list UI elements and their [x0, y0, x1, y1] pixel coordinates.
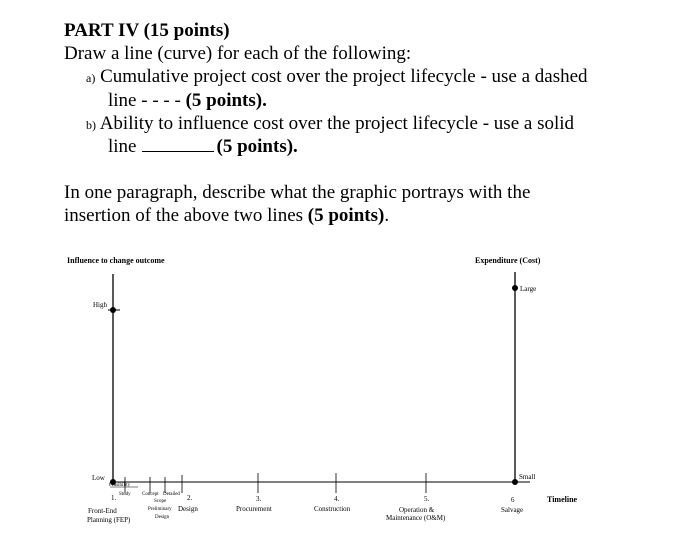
phase-detailed: Detailed [163, 492, 180, 497]
phase-1-label-2: Planning (FEP) [87, 516, 131, 524]
item-a-points: (5 points). [185, 90, 267, 111]
phase-1-number: 1. [111, 494, 117, 502]
phase-3-label: Procurement [236, 505, 272, 513]
paragraph-line-1: In one paragraph, describe what the graphic portrays with the [64, 182, 531, 203]
phase-scope: Scope [154, 499, 167, 504]
phase-2-label: Design [178, 505, 198, 513]
phase-5-number: 5. [424, 495, 430, 503]
instruction-text: Draw a line (curve) for each of the following: [64, 43, 412, 64]
phase-preliminary: Preliminary [148, 507, 172, 512]
phase-3-number: 3. [256, 495, 262, 503]
phase-preliminary-design: Design [155, 515, 170, 520]
item-b-line-style: line [108, 136, 137, 157]
phase-5-label: Operation & [399, 506, 435, 514]
item-a-text: Cumulative project cost over the project lifecycle - use a dashed [100, 66, 588, 87]
phase-concept: Concept [142, 492, 159, 497]
small-label: Small [519, 473, 536, 481]
large-marker [512, 285, 518, 291]
phase-6-label: Salvage [501, 506, 524, 514]
small-marker [512, 479, 518, 485]
paragraph-end: . [384, 205, 390, 226]
item-a-marker: a) [86, 71, 96, 85]
phase-4-number: 4. [334, 495, 340, 503]
item-b-points: (5 points). [216, 136, 298, 157]
phase-2-number: 2. [187, 494, 193, 502]
phase-1-label: Front-End [88, 507, 117, 515]
phase-6-number: 6 [511, 496, 515, 504]
part-title: PART IV (15 points) [64, 20, 230, 41]
phase-4-label: Construction [314, 505, 351, 513]
item-b-text: Ability to influence cost over the project lifecycle - use a solid [99, 113, 575, 134]
low-label: Low [92, 474, 105, 482]
phase-study: Study [119, 492, 131, 497]
item-a-line-style: line - - - - [108, 90, 181, 111]
timeline-label: Timeline [547, 495, 578, 504]
high-label: High [93, 301, 107, 309]
large-label: Large [520, 285, 537, 293]
paragraph-text: insertion of the above two lines [64, 205, 304, 226]
paragraph-points: (5 points) [307, 205, 385, 226]
phase-feasibility: Feasibility [109, 483, 131, 488]
phase-5-label-2: Maintenance (O&M) [386, 514, 446, 522]
left-axis-title: Influence to change outcome [67, 256, 165, 265]
right-axis-title: Expenditure (Cost) [475, 256, 541, 265]
item-b-marker: b) [86, 118, 96, 132]
